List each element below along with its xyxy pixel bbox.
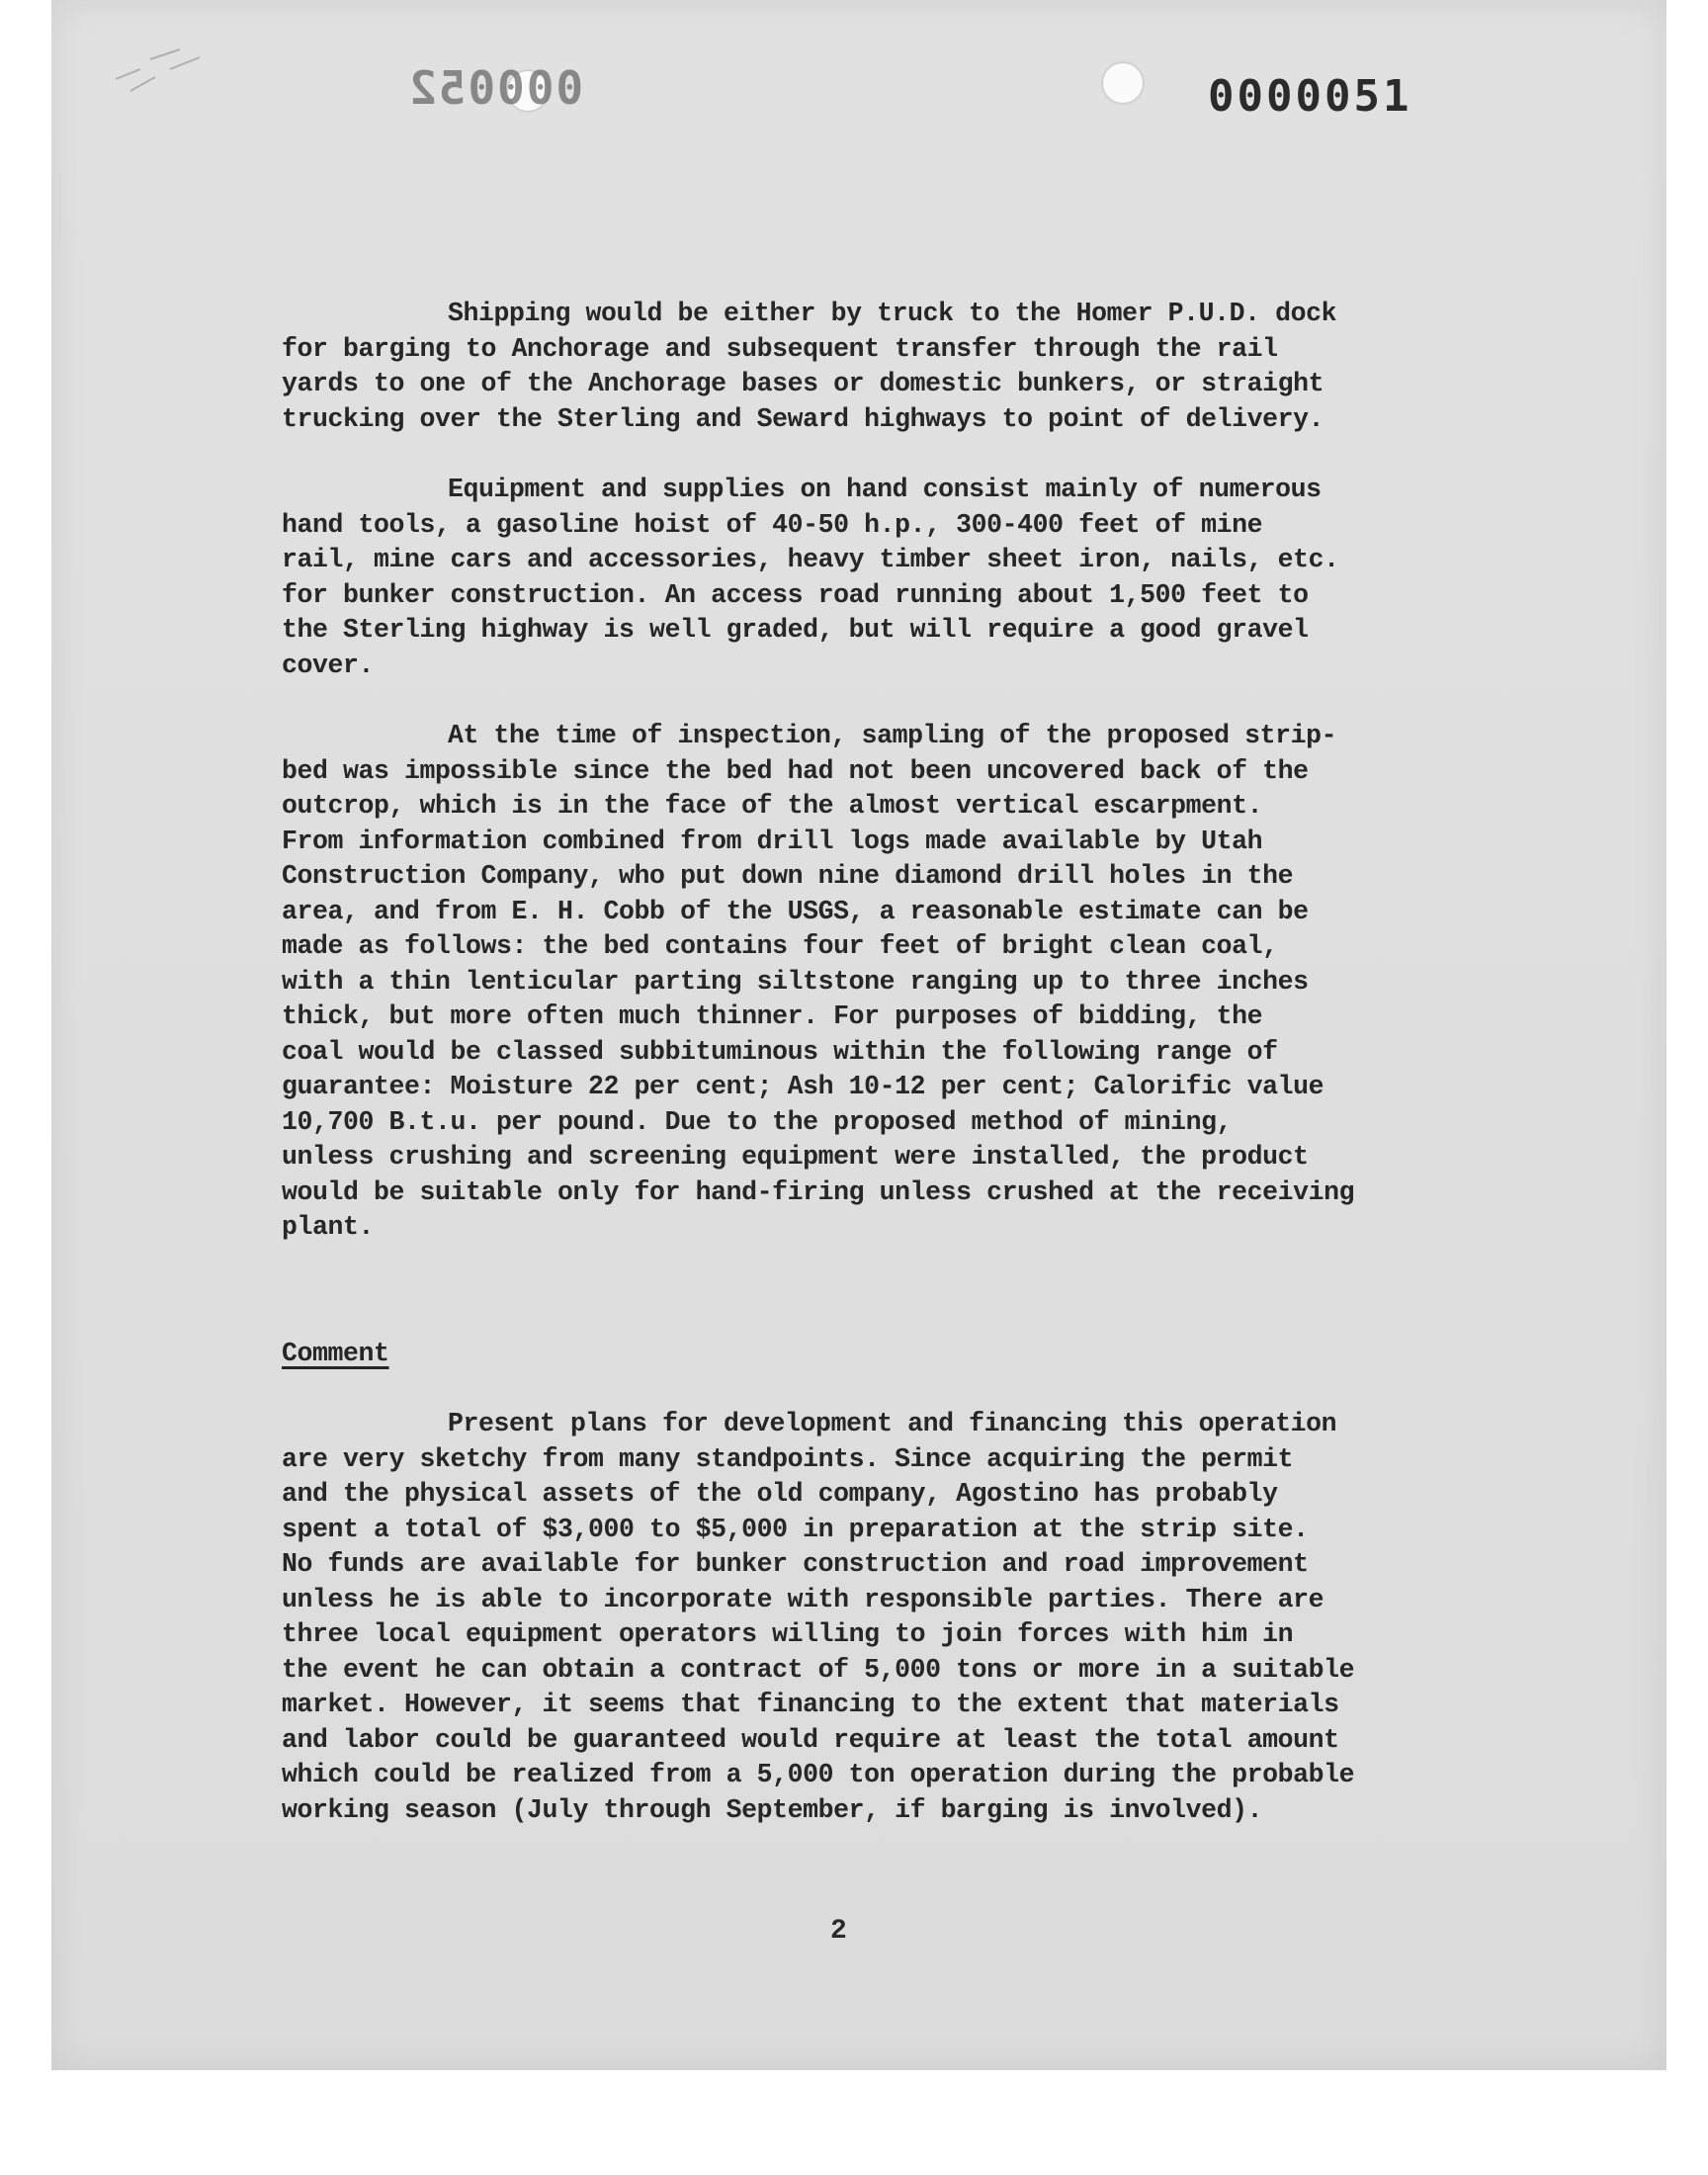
paragraph-shipping: Shipping would be either by truck to the Homer P.U.D. dock for barging to Anchorage and subsequent transfer through the rail yards to one of the Anchorage bases or domestic bunkers, or straight trucking over the Sterling and Seward highways to point of delivery. [282,299,1337,434]
comment-heading: Comment [282,1338,389,1368]
pencil-mark-icon [111,40,219,99]
paragraph-inspection: At the time of inspection, sampling of the proposed strip- bed was impossible since the bed had not been uncovered back of the outcrop, which is in the face of the almost vertical escarpment. From information combined from drill logs made available by Utah Construction Company, who put down nine diamond drill holes in the area, and from E. H. Cobb of the USGS, a reasonable estimate can be made as follows: the bed contains four feet of bright clean coal, with a thin lenticular parting siltstone ranging up to three inches thick, but more often much thinner. For purposes of bidding, the coal would be classed subbituminous within the following range of guarantee: Moisture 22 per cent; Ash 10-12 per cent; Calorific value 10,700 B.t.u. per pound. Due to the proposed method of mining, unless crushing and screening equipment were installed, the product would be suitable only for hand-firing unless crushed at the receiving plant. [282,721,1355,1242]
punch-hole-right [1103,63,1143,103]
document-number: 0000051 [1208,71,1412,122]
paragraph-equipment: Equipment and supplies on hand consist mainly of numerous hand tools, a gasoline hoist of 40-50 h.p., 300-400 feet of mine rail, mine cars and accessories, heavy timber sheet iron, nails, etc. for bunker construction. An access road running about 1,500 feet to the Sterling highway is well graded, but will require a good gravel cover. [282,475,1339,680]
page-number: 2 [830,1916,847,1947]
bleed-through-number: 000052 [407,61,584,115]
document-body [282,297,1507,1864]
document-page [51,0,1666,2070]
paragraph-comment: Present plans for development and financing this operation are very sketchy from many standpoints. Since acquiring the permit and the physical assets of the old company, Agostino has probably spent a total of $3,000 to $5,000 in preparation at the strip site. No funds are available for bunker construction and road improvement unless he is able to incorporate with responsible parties. There are three local equipment operators willing to join forces with him in the event he can obtain a contract of 5,000 tons or more in a suitable market. However, it seems that financing to the extent that materials and labor could be guaranteed would require at least the total amount which could be realized from a 5,000 ton operation during the probable working season (July through September, if barging is involved). [282,1409,1355,1825]
